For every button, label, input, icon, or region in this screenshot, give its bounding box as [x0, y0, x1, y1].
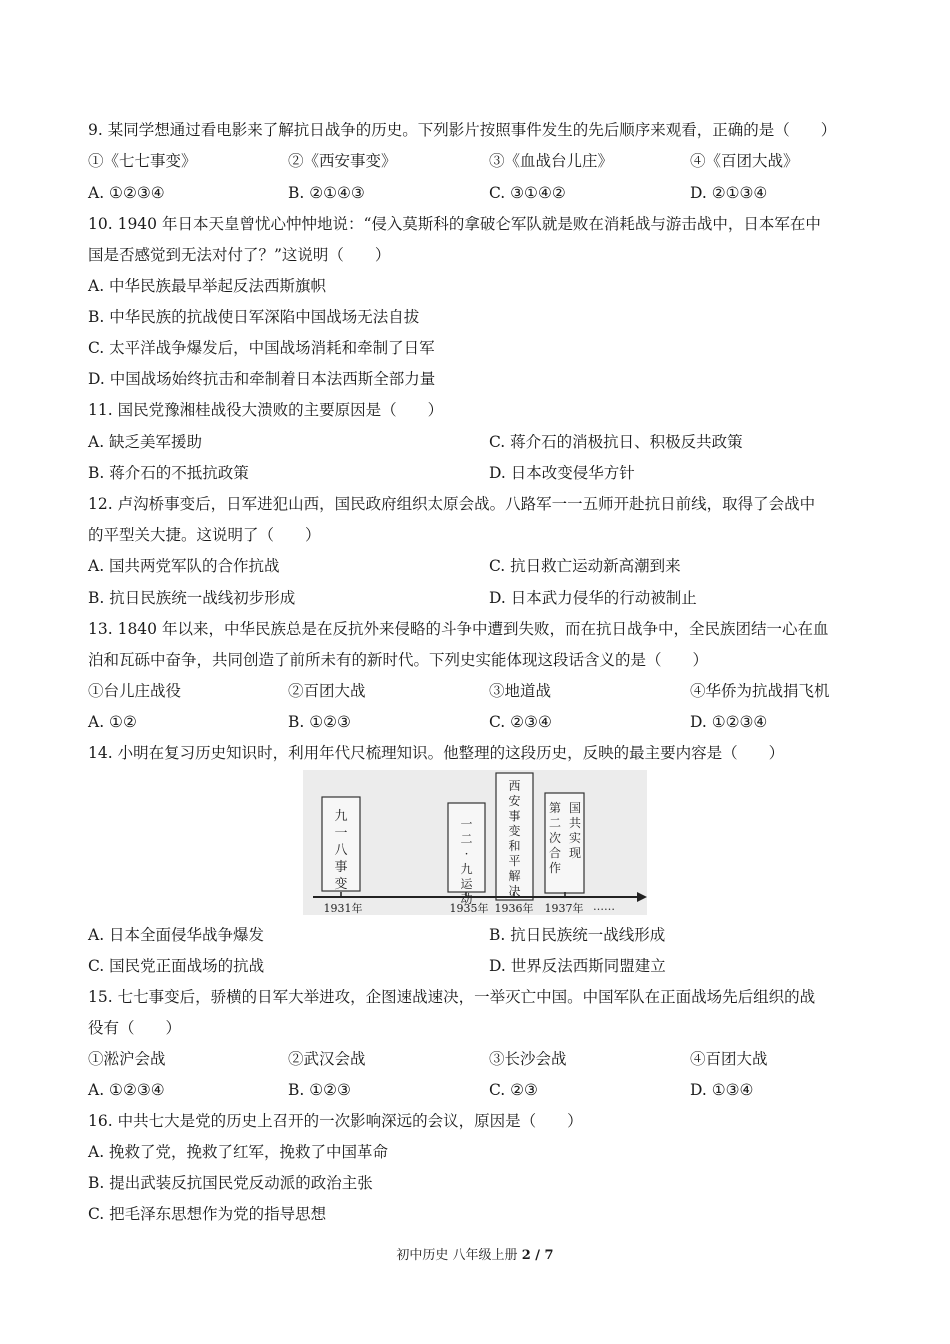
q15-option-a: A. ①②③④: [88, 1081, 165, 1099]
q10-option-d: D. 中国战场始终抗击和牵制着日本法西斯全部力量: [88, 370, 436, 388]
timeline-arrow: [637, 892, 647, 902]
q13-option-b: B. ①②③: [288, 713, 351, 731]
q13-item-4: ④华侨为抗战捐飞机: [690, 682, 830, 700]
q9-option-a: A. ①②③④: [88, 184, 165, 202]
q11-option-d: D. 日本改变侵华方针: [489, 464, 635, 482]
timeline-ellipsis: ……: [593, 900, 615, 913]
q16-option-a: A. 挽救了党，挽救了红军，挽救了中国革命: [88, 1143, 389, 1161]
q11-stem: 11. 国民党豫湘桂战役大溃败的主要原因是（ ）: [88, 401, 444, 419]
q15-option-c: C. ②③: [489, 1081, 538, 1099]
q9-item-1: ①《七七事变》: [88, 152, 197, 170]
timeline-year-1937: 1937年: [544, 902, 584, 915]
timeline-box-1-text: 九一八事变: [334, 809, 348, 892]
q14-option-c: C. 国民党正面战场的抗战: [88, 957, 265, 975]
q12-option-d: D. 日本武力侵华的行动被制止: [489, 589, 697, 607]
q10-option-b: B. 中华民族的抗战使日军深陷中国战场无法自拔: [88, 308, 420, 326]
q15-option-d: D. ①③④: [690, 1081, 754, 1099]
q16-stem: 16. 中共七大是党的历史上召开的一次影响深远的会议，原因是（ ）: [88, 1112, 583, 1130]
q9-item-4: ④《百团大战》: [690, 152, 799, 170]
q9-item-2: ②《西安事变》: [288, 152, 397, 170]
q9-item-3: ③《血战台儿庄》: [489, 152, 614, 170]
q10-option-c: C. 太平洋战争爆发后，中国战场消耗和牵制了日军: [88, 339, 435, 357]
q12-option-a: A. 国共两党军队的合作抗战: [88, 557, 280, 575]
timeline-box-3-text: 西安事变和平解决: [508, 779, 521, 898]
q13-option-d: D. ①②③④: [690, 713, 768, 731]
q9-option-c: C. ③①④②: [489, 184, 566, 202]
timeline-year-1936: 1936年: [494, 902, 534, 915]
timeline-figure: [303, 770, 647, 915]
q16-option-b: B. 提出武装反抗国民党反动派的政治主张: [88, 1174, 373, 1192]
q15-option-b: B. ①②③: [288, 1081, 351, 1099]
footer-label: 初中历史 八年级上册: [396, 1248, 518, 1263]
q12-option-b: B. 抗日民族统一战线初步形成: [88, 589, 296, 607]
timeline-box-4-text-right: 国共实现: [568, 801, 582, 860]
q9-stem: 9. 某同学想通过看电影来了解抗日战争的历史。下列影片按照事件发生的先后顺序来观看，正确的是（ ）: [88, 121, 837, 139]
q12-stem-line-2: 的平型关大捷。这说明了（ ）: [88, 526, 321, 544]
q12-stem-line-1: 12. 卢沟桥事变后，日军进犯山西，国民政府组织太原会战。八路军一一五师开赴抗日前线，取得了会战中: [88, 495, 816, 513]
page-footer: [0, 1247, 950, 1265]
q12-option-c: C. 抗日救亡运动新高潮到来: [489, 557, 681, 575]
q13-item-3: ③地道战: [489, 682, 552, 700]
page-number: 2 / 7: [521, 1248, 554, 1263]
q14-option-a: A. 日本全面侵华战争爆发: [88, 926, 265, 944]
q13-stem-line-1: 13. 1840 年以来，中华民族总是在反抗外来侵略的斗争中遭到失败，而在抗日战争中，全民族团结一心在血: [88, 620, 829, 638]
timeline-box-4-text-left: 第二次合作: [548, 801, 562, 875]
q15-stem-line-1: 15. 七七事变后，骄横的日军大举进攻，企图速战速决，一举灭亡中国。中国军队在正面战场先后组织的战: [88, 988, 816, 1006]
q13-item-2: ②百团大战: [288, 682, 366, 700]
q15-item-1: ①淞沪会战: [88, 1050, 166, 1068]
q11-option-a: A. 缺乏美军援助: [88, 433, 203, 451]
q11-option-c: C. 蒋介石的消极抗日、积极反共政策: [489, 433, 743, 451]
timeline-year-1931: 1931年: [323, 902, 363, 915]
q15-item-2: ②武汉会战: [288, 1050, 366, 1068]
q13-option-a: A. ①②: [88, 713, 137, 731]
q16-option-c: C. 把毛泽东思想作为党的指导思想: [88, 1205, 327, 1223]
q9-option-d: D. ②①③④: [690, 184, 768, 202]
q10-stem-line-1: 10. 1940 年日本天皇曾忧心忡忡地说：“侵入莫斯科的拿破仑军队就是败在消耗战与游击战中，日本军在中: [88, 215, 821, 233]
q15-item-4: ④百团大战: [690, 1050, 768, 1068]
timeline-year-1935: 1935年: [449, 902, 489, 915]
q14-stem: 14. 小明在复习历史知识时，利用年代尺梳理知识。他整理的这段历史，反映的最主要内容是（ ）: [88, 744, 785, 762]
q10-stem-line-2: 国是否感觉到无法对付了？”这说明（ ）: [88, 246, 391, 264]
q9-option-b: B. ②①④③: [288, 184, 365, 202]
q15-stem-line-2: 役有（ ）: [88, 1019, 182, 1037]
q13-item-1: ①台儿庄战役: [88, 682, 182, 700]
q13-option-c: C. ②③④: [489, 713, 552, 731]
timeline-box-2-text: 一二·九运动: [460, 817, 473, 906]
q10-option-a: A. 中华民族最早举起反法西斯旗帜: [88, 277, 327, 295]
q15-item-3: ③长沙会战: [489, 1050, 567, 1068]
q13-stem-line-2: 泊和瓦砾中奋争，共同创造了前所未有的新时代。下列史实能体现这段话含义的是（ ）: [88, 651, 709, 669]
timeline-svg: [303, 770, 647, 915]
q14-option-d: D. 世界反法西斯同盟建立: [489, 957, 666, 975]
q11-option-b: B. 蒋介石的不抵抗政策: [88, 464, 249, 482]
q14-option-b: B. 抗日民族统一战线形成: [489, 926, 666, 944]
